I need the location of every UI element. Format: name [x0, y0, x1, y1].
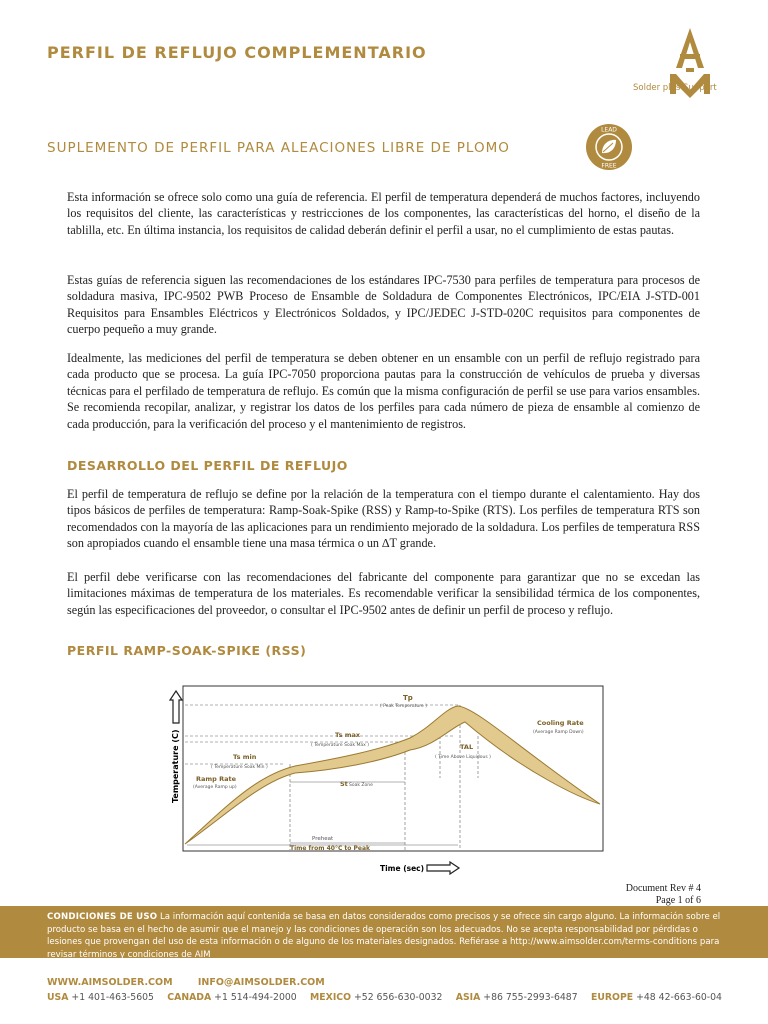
time-to-peak-label: Time from 40°C to Peak	[290, 845, 371, 852]
subtitle: SUPLEMENTO DE PERFIL PARA ALEACIONES LIBRE DE PLOMO	[47, 140, 510, 156]
cooling-rate-sub: (Average Ramp Down)	[533, 730, 584, 735]
terms-body: La información aquí contenida se basa en datos considerados como precisos y se ofrece sin cargo alguno. La información sobre el producto se basa en el hecho de asumir que el manejo y las condiciones de operación son los adecuados. No se acepta responsabilidad por pérdidas o lesiones que provengan del uso de esta información o de alguno de los materiales designados. Refiérase a	[47, 912, 721, 947]
office-mexico: MEXICO +52 656-630-0032	[310, 992, 443, 1003]
tsmin-sub: ( Temperature Soak Min )	[211, 765, 268, 770]
logo-tagline: Solder plus Support	[633, 83, 717, 93]
office-usa: USA +1 401-463-5605	[47, 992, 154, 1003]
y-axis-arrow-icon	[170, 691, 182, 723]
tp-sub: ( Peak Temperature )	[380, 704, 427, 709]
header-title: PERFIL DE REFLUJO COMPLEMENTARIO	[47, 43, 427, 62]
rss-profile-chart	[165, 678, 615, 893]
paragraph-verification: El perfil debe verificarse con las recomendaciones del fabricante del componente para garantizar que no se excedan las limitaciones máximas de temperatura de los materiales. Es recomendable verificar la sensibilidad térmica de los componentes, según las especificaciones del proveedor, o consultar el IPC-9502 antes de definir un perfil de proceso y reflujo.	[67, 570, 700, 617]
tsmax-label: Ts max	[335, 731, 361, 739]
paragraph-measurement: Idealmente, las mediciones del perfil de temperatura se deben obtener en un ensamble con un perfil de reflujo registrado para cada producto que se procesa. La guía IPC-7050 proporciona pautas para la construcción de vehículos de prueba y diversas técnicas para el perfilado de temperatura de reflujo. Es común que la misma configuración de perfil se use para varios ensambles. Se recomienda recopilar, analizar, y registrar los datos de los perfiles para cada número de pieza de ensamble al comienzo de cada producción, para la verificación del proceso y el mantenimiento de registros.	[67, 351, 700, 431]
st-sub: Soak Zone	[349, 783, 373, 788]
tal-sub: ( Time Above Liquidous )	[435, 755, 491, 760]
office-europe: EUROPE +48 42-663-60-04	[590, 992, 722, 1003]
email-link[interactable]: INFO@AIMSOLDER.COM	[197, 977, 325, 988]
paragraph-definition: El perfil de temperatura de reflujo se define por la relación de la temperatura con el tiempo durante el calentamiento. Hay dos tipos básicos de perfiles de temperatura: Ramp-Soak-Spike (RSS) y Ramp-to-Spike (RTS). Los perfiles de temperatura RTS son recomendados con la mayoría de las aplicaciones para un rendimiento mejorado de la soldadura. Los perfiles de temperatura RSS son apropiados cuando el ensamble tiene una masa térmica o un ∆T grande.	[67, 487, 700, 551]
x-axis-arrow-icon	[427, 862, 459, 874]
terms-heading: CONDICIONES DE USO	[47, 912, 158, 922]
cooling-rate-label: Cooling Rate	[537, 719, 584, 727]
terms-tail: para revisar términos y condiciones de AIM	[47, 937, 720, 960]
office-canada: CANADA +1 514-494-2000	[167, 992, 297, 1003]
page-number: Page 1 of 6	[655, 895, 701, 906]
contact-offices	[47, 992, 722, 1003]
free-text: FREE	[601, 162, 617, 170]
tal-label: TAL	[460, 743, 474, 751]
terms-link[interactable]: http://www.aimsolder.com/terms-conditions	[509, 937, 698, 947]
terms-of-use	[47, 911, 722, 961]
lead-text: LEAD	[601, 126, 617, 134]
section-heading-desarrollo: DESARROLLO DEL PERFIL DE REFLUJO	[67, 458, 348, 473]
website-link[interactable]: WWW.AIMSOLDER.COM	[47, 977, 173, 988]
ramp-rate-label: Ramp Rate	[196, 775, 236, 783]
doc-rev-line: Document Rev # 4	[625, 883, 701, 894]
x-axis-label: Time (sec)	[380, 864, 425, 873]
tsmin-label: Ts min	[233, 753, 257, 761]
office-asia: ASIA +86 755-2993-6487	[455, 992, 578, 1003]
preheat-label: Preheat	[312, 836, 334, 842]
paragraph-intro: Esta información se ofrece solo como una guía de referencia. El perfil de temperatura dependerá de muchos factores, incluyendo los requisitos del cliente, las características y restricciones de los componentes, las características del horno, el diseño de la tablilla, etc. En última instancia, los requisitos de calidad deberán definir el perfil a usar, no el cumplimiento de estas pautas.	[67, 190, 700, 237]
paragraph-standards: Estas guías de referencia siguen las recomendaciones de los estándares IPC-7530 para perfiles de temperatura para procesos de soldadura masiva, IPC-9502 PWB Proceso de Ensamble de Soldadura de Componentes Electrónicos, IPC/EIA J-STD-001 Requisitos para Ensambles Eléctricos y Electrónicos Soldados, y IPC/JEDEC J-STD-020C requisitos para componentes de cuerpo pequeño a muy grande.	[67, 273, 700, 337]
st-label: St	[340, 780, 348, 788]
y-axis-label: Temperature (C)	[171, 729, 180, 803]
section-heading-rss: PERFIL RAMP-SOAK-SPIKE (RSS)	[67, 643, 307, 658]
lead-free-badge-icon	[585, 123, 633, 171]
tsmax-sub: ( Temperature Soak Max )	[311, 743, 370, 748]
contact-primary	[47, 977, 347, 988]
tp-label: Tp	[403, 694, 413, 702]
ramp-rate-sub: (Average Ramp up)	[193, 785, 237, 790]
document-revision	[560, 883, 701, 907]
